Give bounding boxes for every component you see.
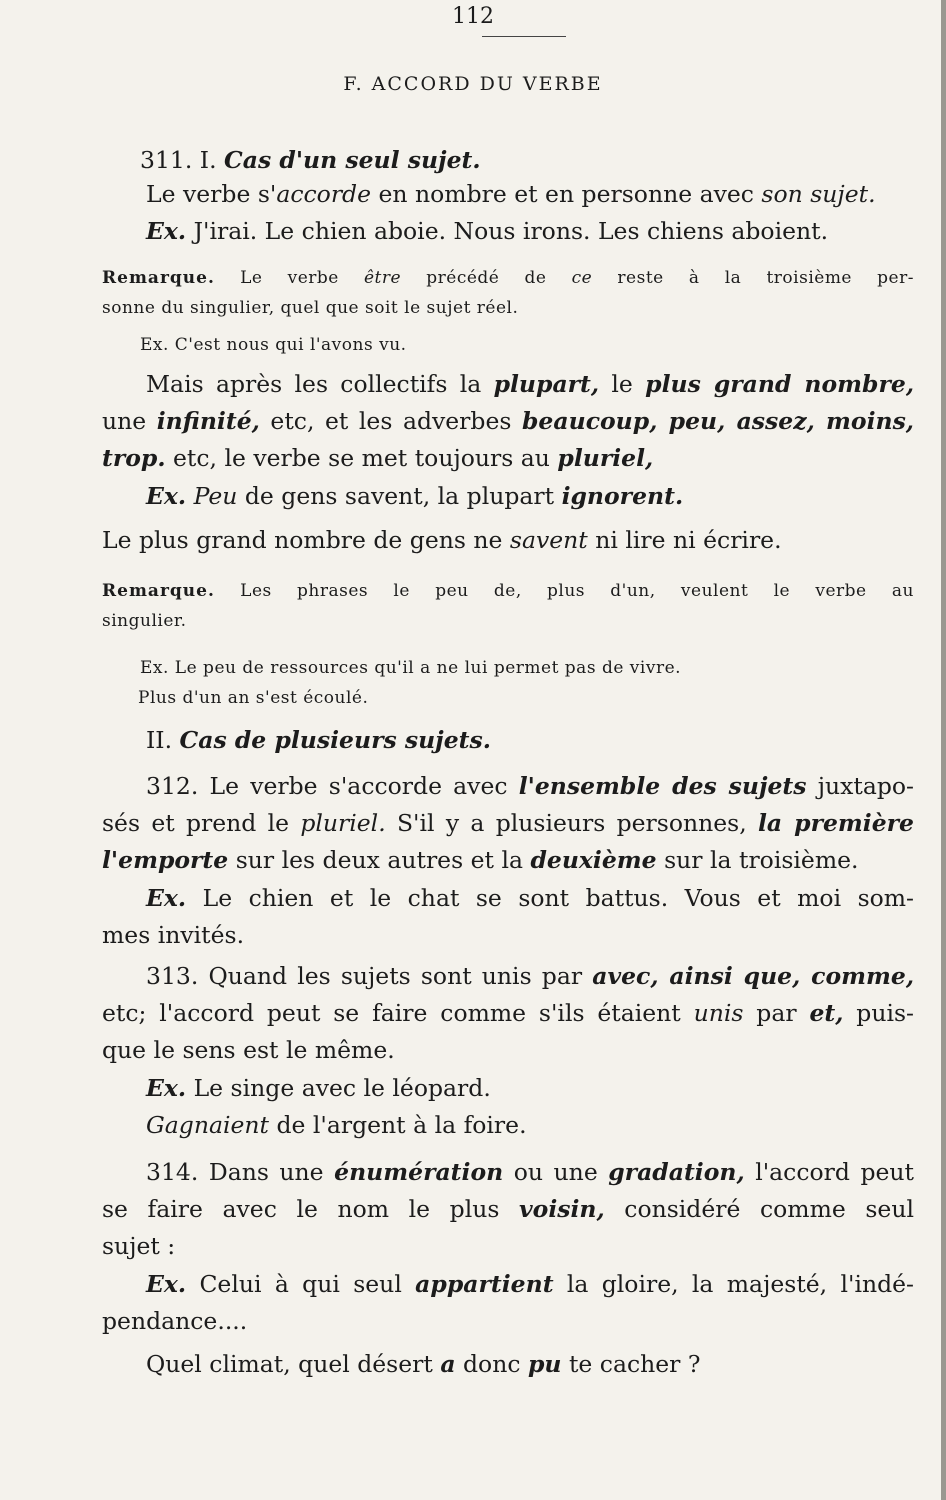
collectives-paragraph: Mais après les collectifs la plupart, le plus grand nombre, une infinité, etc, et les adverbes beaucoup, peu, assez, moins, trop. etc, le verbe se met toujours au pluriel,: [102, 370, 914, 472]
example-grand-nombre: Le plus grand nombre de gens ne savent ni lire ni écrire.: [102, 526, 782, 554]
example-312: Ex. Le chien et le chat se sont battus. Vous et moi som- mes invités.: [102, 884, 914, 949]
remark-2: Remarque. Les phrases le peu de, plus d'un, veulent le verbe au singulier. Ex. Le peu de ressources qu'il a ne lui permet pas de vivre. Plus d'un an s'est écoulé.: [102, 581, 914, 708]
example-collectives: Ex. Peu de gens savent, la plupart ignorent.: [146, 482, 684, 510]
header-rule: [482, 36, 566, 37]
section-314: 314. Dans une énumération ou une gradation, l'accord peut se faire avec le nom le plus voisin, considéré comme seul sujet :: [102, 1158, 914, 1260]
rule-311: Le verbe s'accorde en nombre et en personne avec son sujet.: [146, 180, 876, 208]
example-313: Ex. Le singe avec le léopard. Gagnaient de l'argent à la foire.: [146, 1074, 527, 1139]
example-311: Ex. J'irai. Le chien aboie. Nous irons. Les chiens aboient.: [146, 217, 829, 245]
remark-1: Remarque. Le verbe être précédé de ce reste à la troisième per- sonne du singulier, quel que soit le sujet réel. Ex. C'est nous qui l'avons vu.: [102, 268, 914, 355]
section-312: 312. Le verbe s'accorde avec l'ensemble des sujets juxtapo- sés et prend le pluriel. S'il y a plusieurs personnes, la première l'emporte sur les deux autres et la deuxième sur la troisième.: [102, 772, 914, 874]
section-313: 313. Quand les sujets sont unis par avec, ainsi que, comme, etc; l'accord peut se faire comme s'ils étaient unis par et, puis- que le sens est le même.: [102, 962, 915, 1064]
heading-part-two: II. Cas de plusieurs sujets.: [146, 726, 491, 754]
example-314: Ex. Celui à qui seul appartient la gloire, la majesté, l'indé- pendance.... Quel climat, quel désert a donc pu te cacher ?: [102, 1270, 914, 1378]
heading-part-one: 311. I. Cas d'un seul sujet.: [140, 146, 481, 174]
page-number: 112: [452, 4, 494, 29]
section-title: F. ACCORD DU VERBE: [343, 73, 603, 95]
